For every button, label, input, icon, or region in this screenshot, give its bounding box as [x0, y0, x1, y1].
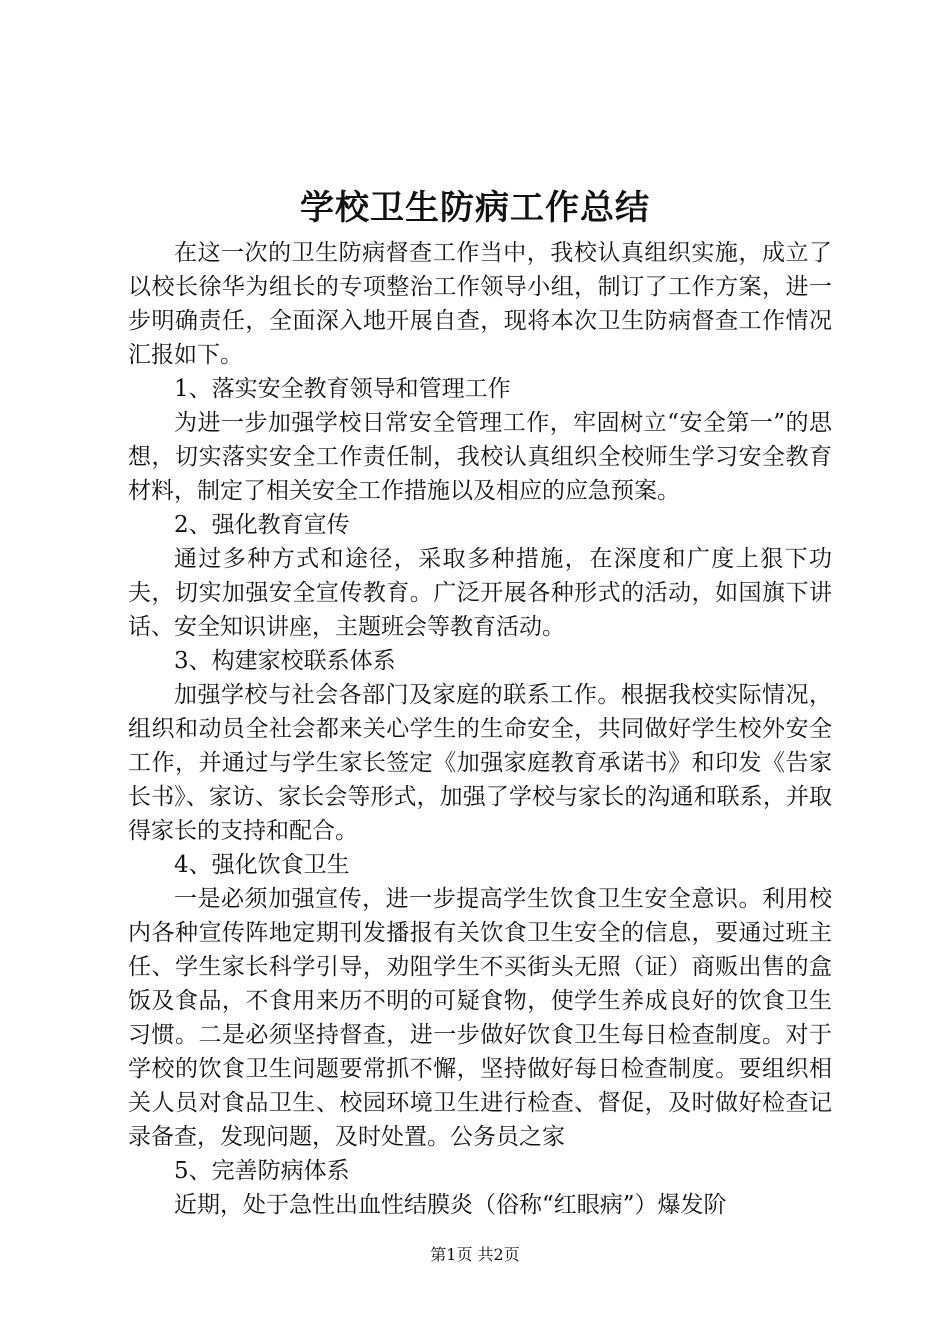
document-title: 学校卫生防病工作总结	[300, 188, 650, 228]
section-heading-1: 1、落实安全教育领导和管理工作	[174, 376, 511, 402]
page-number-footer: 第1页 共2页	[430, 1245, 520, 1264]
section-heading-3: 3、构建家校联系体系	[174, 648, 396, 674]
section-heading-2: 2、强化教育宣传	[174, 512, 350, 538]
section-heading-4: 4、强化饮食卫生	[174, 852, 350, 878]
section-body-3: 加强学校与社会各部门及家庭的联系工作。根据我校实际情况，组织和动员全社会都来关心学生的生命安全，共同做好学生校外安全工作，并通过与学生家长签定《加强家庭教育承诺书》和印发《告家长书》、家访、家长会等形式，加强了学校与家长的沟通和联系，并取得家长的支持和配合。	[128, 682, 832, 844]
section-body-5: 近期，处于急性出血性结膜炎（俗称“红眼病”）爆发阶	[174, 1192, 727, 1218]
intro-paragraph: 在这一次的卫生防病督查工作当中，我校认真组织实施，成立了以校长徐华为组长的专项整治工作领导小组，制订了工作方案，进一步明确责任，全面深入地开展自查，现将本次卫生防病督查工作情况汇报如下。	[128, 240, 832, 368]
section-body-1: 为进一步加强学校日常安全管理工作，牢固树立“安全第一”的思想，切实落实安全工作责任制，我校认真组织全校师生学习安全教育材料，制定了相关安全工作措施以及相应的应急预案。	[128, 410, 832, 504]
section-body-2: 通过多种方式和途径，采取多种措施，在深度和广度上狠下功夫，切实加强安全宣传教育。广泛开展各种形式的活动，如国旗下讲话、安全知识讲座，主题班会等教育活动。	[128, 546, 832, 640]
section-body-4: 一是必须加强宣传，进一步提高学生饮食卫生安全意识。利用校内各种宣传阵地定期刊发播报有关饮食卫生安全的信息，要通过班主任、学生家长科学引导，劝阻学生不买街头无照（证）商贩出售的盒饭及食品，不食用来历不明的可疑食物，使学生养成良好的饮食卫生习惯。二是必须坚持督查，进一步做好饮食卫生每日检查制度。对于学校的饮食卫生问题要常抓不懈，坚持做好每日检查制度。要组织相关人员对食品卫生、校园环境卫生进行检查、督促，及时做好检查记录备查，发现问题，及时处置。公务员之家	[128, 886, 832, 1150]
section-heading-5: 5、完善防病体系	[174, 1158, 350, 1184]
document-body	[128, 236, 832, 1222]
